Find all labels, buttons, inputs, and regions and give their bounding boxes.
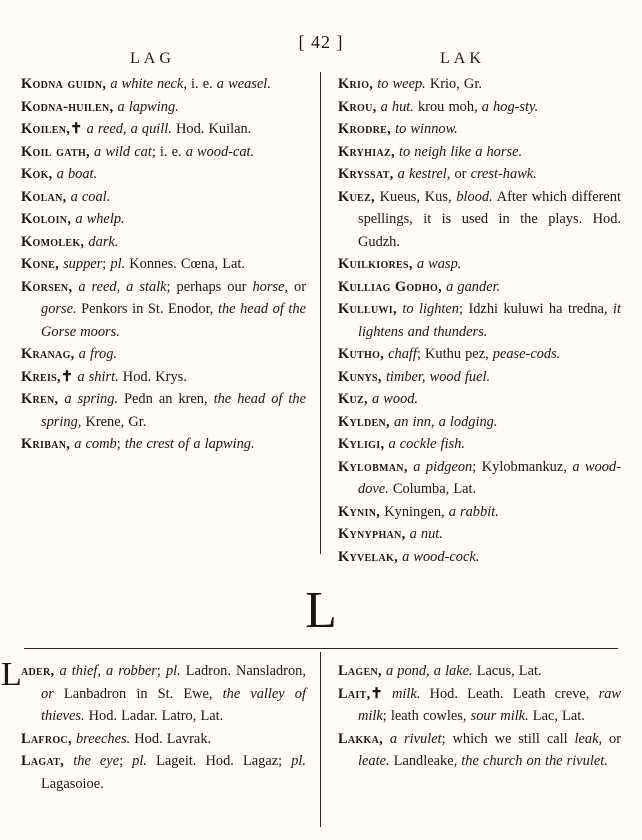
- entry-text: i. e.: [186, 76, 217, 92]
- dictionary-entry: [1, 656, 306, 728]
- definition-italic: the head of the spring,: [41, 391, 306, 430]
- dictionary-entry: [338, 728, 621, 773]
- entry-text: [383, 731, 390, 747]
- definition-italic: a reed, a quill.: [86, 121, 172, 137]
- headword-part: Godho,: [394, 278, 443, 295]
- entry-text: Krene, Gr.: [81, 413, 147, 430]
- entries-bottom-left: [1, 656, 306, 795]
- definition-italic: to lighten: [402, 301, 459, 317]
- dictionary-entry: [21, 253, 306, 276]
- definition-italic: a boat.: [56, 166, 98, 182]
- entry-text: Lagasoioe.: [41, 775, 104, 792]
- section-separator: [24, 648, 618, 649]
- definition-italic: dark.: [88, 233, 119, 250]
- definition-italic: the valley of thieves.: [41, 685, 306, 724]
- headword: Krodre,: [338, 121, 392, 137]
- drop-cap: L: [1, 656, 22, 693]
- definition-italic: a cockle fish.: [388, 436, 465, 452]
- entry-text: krou moh,: [413, 98, 482, 115]
- definition-italic: milk.: [392, 685, 421, 702]
- definition-italic: the church on the rivulet.: [461, 753, 608, 769]
- definition-italic: leate.: [358, 753, 390, 769]
- dictionary-entry: [21, 118, 306, 141]
- definition-italic: blood.: [456, 188, 493, 205]
- entry-text: After which different spellings, it is used in the plays. Hod. Gudzh.: [358, 188, 622, 250]
- definition-italic: a reed, a stalk: [78, 278, 167, 295]
- entry-text: ; perhaps our: [166, 278, 253, 295]
- definition-italic: to winnow.: [395, 121, 458, 137]
- headword: Kranag,: [21, 346, 75, 362]
- entry-text: Pedn an kren,: [118, 391, 214, 407]
- dictionary-entry: [21, 388, 306, 433]
- headword: Kryhiaz,: [338, 143, 395, 160]
- definition-italic: a rivulet: [389, 730, 442, 747]
- entry-text: Ladron. Nansladron,: [180, 663, 306, 679]
- entry-text: Lageit. Hod. Lagaz;: [146, 753, 292, 769]
- entry-text: ; leath cowles,: [382, 708, 471, 724]
- dictionary-entry: [338, 366, 621, 389]
- definition-italic: leak,: [574, 730, 603, 747]
- dictionary-entry: [21, 433, 306, 456]
- definition-italic: pl.: [110, 256, 126, 272]
- definition-italic: a shirt.: [77, 368, 119, 385]
- entry-text: Lac, Lat.: [528, 708, 585, 724]
- definition-italic: a kestrel,: [397, 166, 451, 182]
- definition-italic: it lightens and thunders.: [358, 301, 621, 340]
- headword: Lagen,: [338, 663, 382, 679]
- definition-italic: a wasp.: [416, 256, 462, 272]
- definition-italic: raw milk: [358, 685, 621, 724]
- dictionary-entry: [338, 683, 621, 728]
- entry-text: Hod. Lavrak.: [130, 730, 212, 747]
- definition-italic: the head of the Gorse moors.: [41, 301, 306, 340]
- entry-text: ; which we still call: [441, 730, 575, 747]
- definition-italic: a rabbit.: [448, 503, 499, 520]
- definition-italic: a pond, a lake.: [386, 663, 473, 679]
- definition-italic: a coal.: [70, 188, 111, 205]
- headword: Kyligi,: [338, 436, 385, 452]
- entry-text: Konnes. Cœna, Lat.: [125, 256, 245, 272]
- headword: Krou,: [338, 98, 377, 115]
- definition-italic: a hut.: [380, 98, 414, 115]
- headword: Lait,✝: [338, 685, 383, 702]
- headword: Krio,: [338, 76, 374, 92]
- dictionary-entry: [338, 388, 621, 411]
- headword: Kolan,: [21, 188, 67, 205]
- entries-top-left: [21, 73, 306, 456]
- definition-italic: a pidgeon: [413, 458, 473, 475]
- entry-text: Kueus, Kus,: [374, 188, 457, 205]
- entry-text: [64, 753, 73, 769]
- dictionary-entry: [338, 141, 621, 164]
- headword: Kuez,: [338, 188, 375, 205]
- definition-italic: to weep.: [377, 76, 426, 92]
- dictionary-entry: [338, 163, 621, 186]
- entry-text: Hod. Krys.: [118, 368, 187, 385]
- entry-text: ;: [156, 663, 166, 679]
- definition-italic: a spring.: [64, 391, 119, 407]
- dictionary-entry: [338, 433, 621, 456]
- dictionary-entry: [338, 73, 621, 96]
- definition-italic: a whelp.: [75, 211, 125, 227]
- definition-italic: a frog.: [78, 346, 118, 362]
- dictionary-entry: [338, 253, 621, 276]
- headword: Kodna guidn,: [21, 76, 107, 92]
- headword: Kynyphan,: [338, 526, 406, 542]
- entry-text: Hod. Kuilan.: [171, 121, 252, 137]
- entry-text: Kyningen,: [380, 503, 449, 520]
- dictionary-entry: [338, 456, 621, 501]
- definition-italic: a thief, a robber: [59, 663, 157, 679]
- dictionary-entry: [21, 163, 306, 186]
- entry-text: Krio, Gr.: [425, 76, 482, 92]
- headword: Kreis,✝: [21, 368, 74, 385]
- dictionary-entry: [21, 366, 306, 389]
- headword: Kren,: [21, 391, 59, 407]
- headword: Koilen,✝: [21, 121, 83, 137]
- entry-text: Penkors in St. Enodor,: [76, 301, 218, 317]
- definition-italic: the crest of a lapwing.: [124, 436, 255, 452]
- headword: Lagat,: [21, 753, 65, 769]
- definition-italic: the eye: [73, 753, 120, 769]
- dictionary-entry: [21, 276, 306, 344]
- dictionary-entry: [21, 750, 306, 795]
- headword: Kuilkiores,: [338, 256, 413, 272]
- dictionary-entry: [338, 343, 621, 366]
- dictionary-entry: [21, 208, 306, 231]
- definition-italic: horse,: [252, 278, 289, 295]
- entry-text: ; Kylobmankuz,: [472, 458, 573, 475]
- dictionary-entry: [338, 660, 621, 683]
- dictionary-entry: [21, 73, 306, 96]
- definition-italic: a wild cat: [94, 143, 152, 160]
- definition-italic: a lapwing.: [117, 98, 179, 115]
- headword: ader,: [21, 663, 55, 679]
- entry-text: Landleake,: [389, 753, 462, 769]
- definition-italic: a wood.: [372, 391, 419, 407]
- entry-text: Lacus, Lat.: [472, 663, 542, 679]
- dictionary-entry: [338, 298, 621, 343]
- entry-text: ;: [119, 753, 133, 769]
- headword: Kylobman,: [338, 458, 408, 475]
- dictionary-entry: [21, 728, 306, 751]
- definition-italic: a comb: [74, 436, 117, 452]
- headword: Kryssat,: [338, 166, 394, 182]
- dictionary-entry: [338, 96, 621, 119]
- dictionary-entry: [338, 118, 621, 141]
- definition-italic: crest-hawk.: [470, 166, 537, 182]
- definition-italic: a gander.: [446, 278, 501, 295]
- definition-italic: timber, wood fuel.: [385, 368, 491, 385]
- definition-italic: a white neck,: [110, 76, 187, 92]
- headword: Kone,: [21, 256, 59, 272]
- headword: Kuz,: [338, 391, 368, 407]
- definition-italic: a weasel.: [216, 76, 271, 92]
- dictionary-entry: [338, 523, 621, 546]
- definition-italic: pl.: [165, 663, 181, 679]
- headword: Kunys,: [338, 368, 382, 385]
- entry-text: or: [602, 730, 621, 747]
- headword: Kodna-huilen,: [21, 98, 114, 115]
- section-letter: L: [305, 582, 337, 639]
- definition-italic: a nut.: [409, 526, 443, 542]
- dictionary-entry: [21, 231, 306, 254]
- headword: Kyvelak,: [338, 548, 398, 565]
- definition-italic: chaff: [388, 346, 417, 362]
- column-rule-bottom: [320, 652, 321, 827]
- entries-top-right: [338, 73, 621, 568]
- definition-italic: to neigh like a horse.: [398, 143, 523, 160]
- headword: Lafroc,: [21, 730, 72, 747]
- definition-italic: pease-cods.: [492, 346, 561, 362]
- entry-text: ; Kuthu pez,: [416, 346, 493, 362]
- dictionary-entry: [338, 546, 621, 569]
- dictionary-entry: [338, 186, 621, 254]
- dictionary-entry: [21, 96, 306, 119]
- definition-italic: pl.: [291, 753, 306, 769]
- headword: Komolek,: [21, 233, 85, 250]
- dictionary-entry: [338, 501, 621, 524]
- headword: Kutho,: [338, 346, 385, 362]
- entry-text: ;: [102, 256, 111, 272]
- headword: Kulliag: [338, 278, 391, 295]
- entry-text: [383, 686, 392, 702]
- dictionary-entry: [338, 411, 621, 434]
- dictionary-entry: [21, 186, 306, 209]
- entry-text: ; Idzhi kuluwi ha tredna,: [458, 301, 613, 317]
- dictionary-entry: [338, 276, 621, 299]
- entry-text: or: [450, 166, 471, 182]
- entry-text: Lanbadron in St. Ewe,: [53, 685, 223, 702]
- column-rule-top: [320, 72, 321, 554]
- definition-italic: an inn, a lodging.: [394, 413, 498, 430]
- headword: Kylden,: [338, 413, 390, 430]
- definition-italic: pl.: [132, 753, 147, 769]
- headword: Kriban,: [21, 436, 71, 452]
- definition-italic: gorse.: [41, 301, 77, 317]
- entry-text: ; i. e.: [151, 143, 186, 160]
- headword: Korsen,: [21, 278, 73, 295]
- definition-italic: or: [41, 685, 54, 702]
- definition-italic: a wood-dove.: [358, 458, 621, 497]
- dictionary-entry: [21, 343, 306, 366]
- definition-italic: a wood-cat.: [185, 143, 255, 160]
- headword: Kok,: [21, 166, 53, 182]
- definition-italic: supper: [63, 256, 103, 272]
- headword: Kulluwi,: [338, 301, 397, 317]
- definition-italic: sour milk.: [470, 708, 529, 724]
- entry-text: ;: [116, 436, 125, 452]
- headword: Kynin,: [338, 503, 381, 520]
- headword: Koil gath,: [21, 143, 90, 160]
- entry-text: or: [288, 278, 306, 295]
- definition-italic: a wood-cock.: [402, 548, 480, 565]
- entries-bottom-right: [338, 660, 621, 773]
- entry-text: Hod. Ladar. Latro, Lat.: [84, 708, 224, 724]
- dictionary-entry: [21, 141, 306, 164]
- definition-italic: breeches.: [75, 730, 131, 747]
- entry-text: Columba, Lat.: [388, 481, 477, 497]
- headword: Koloin,: [21, 211, 72, 227]
- running-header-left: LAG: [130, 50, 175, 67]
- headword: Lakka,: [338, 730, 383, 747]
- definition-italic: a hog-sty.: [481, 98, 539, 115]
- running-header-right: LAK: [440, 50, 485, 67]
- entry-text: Hod. Leath. Leath creve,: [420, 685, 599, 702]
- page-number: [ 42 ]: [298, 32, 344, 52]
